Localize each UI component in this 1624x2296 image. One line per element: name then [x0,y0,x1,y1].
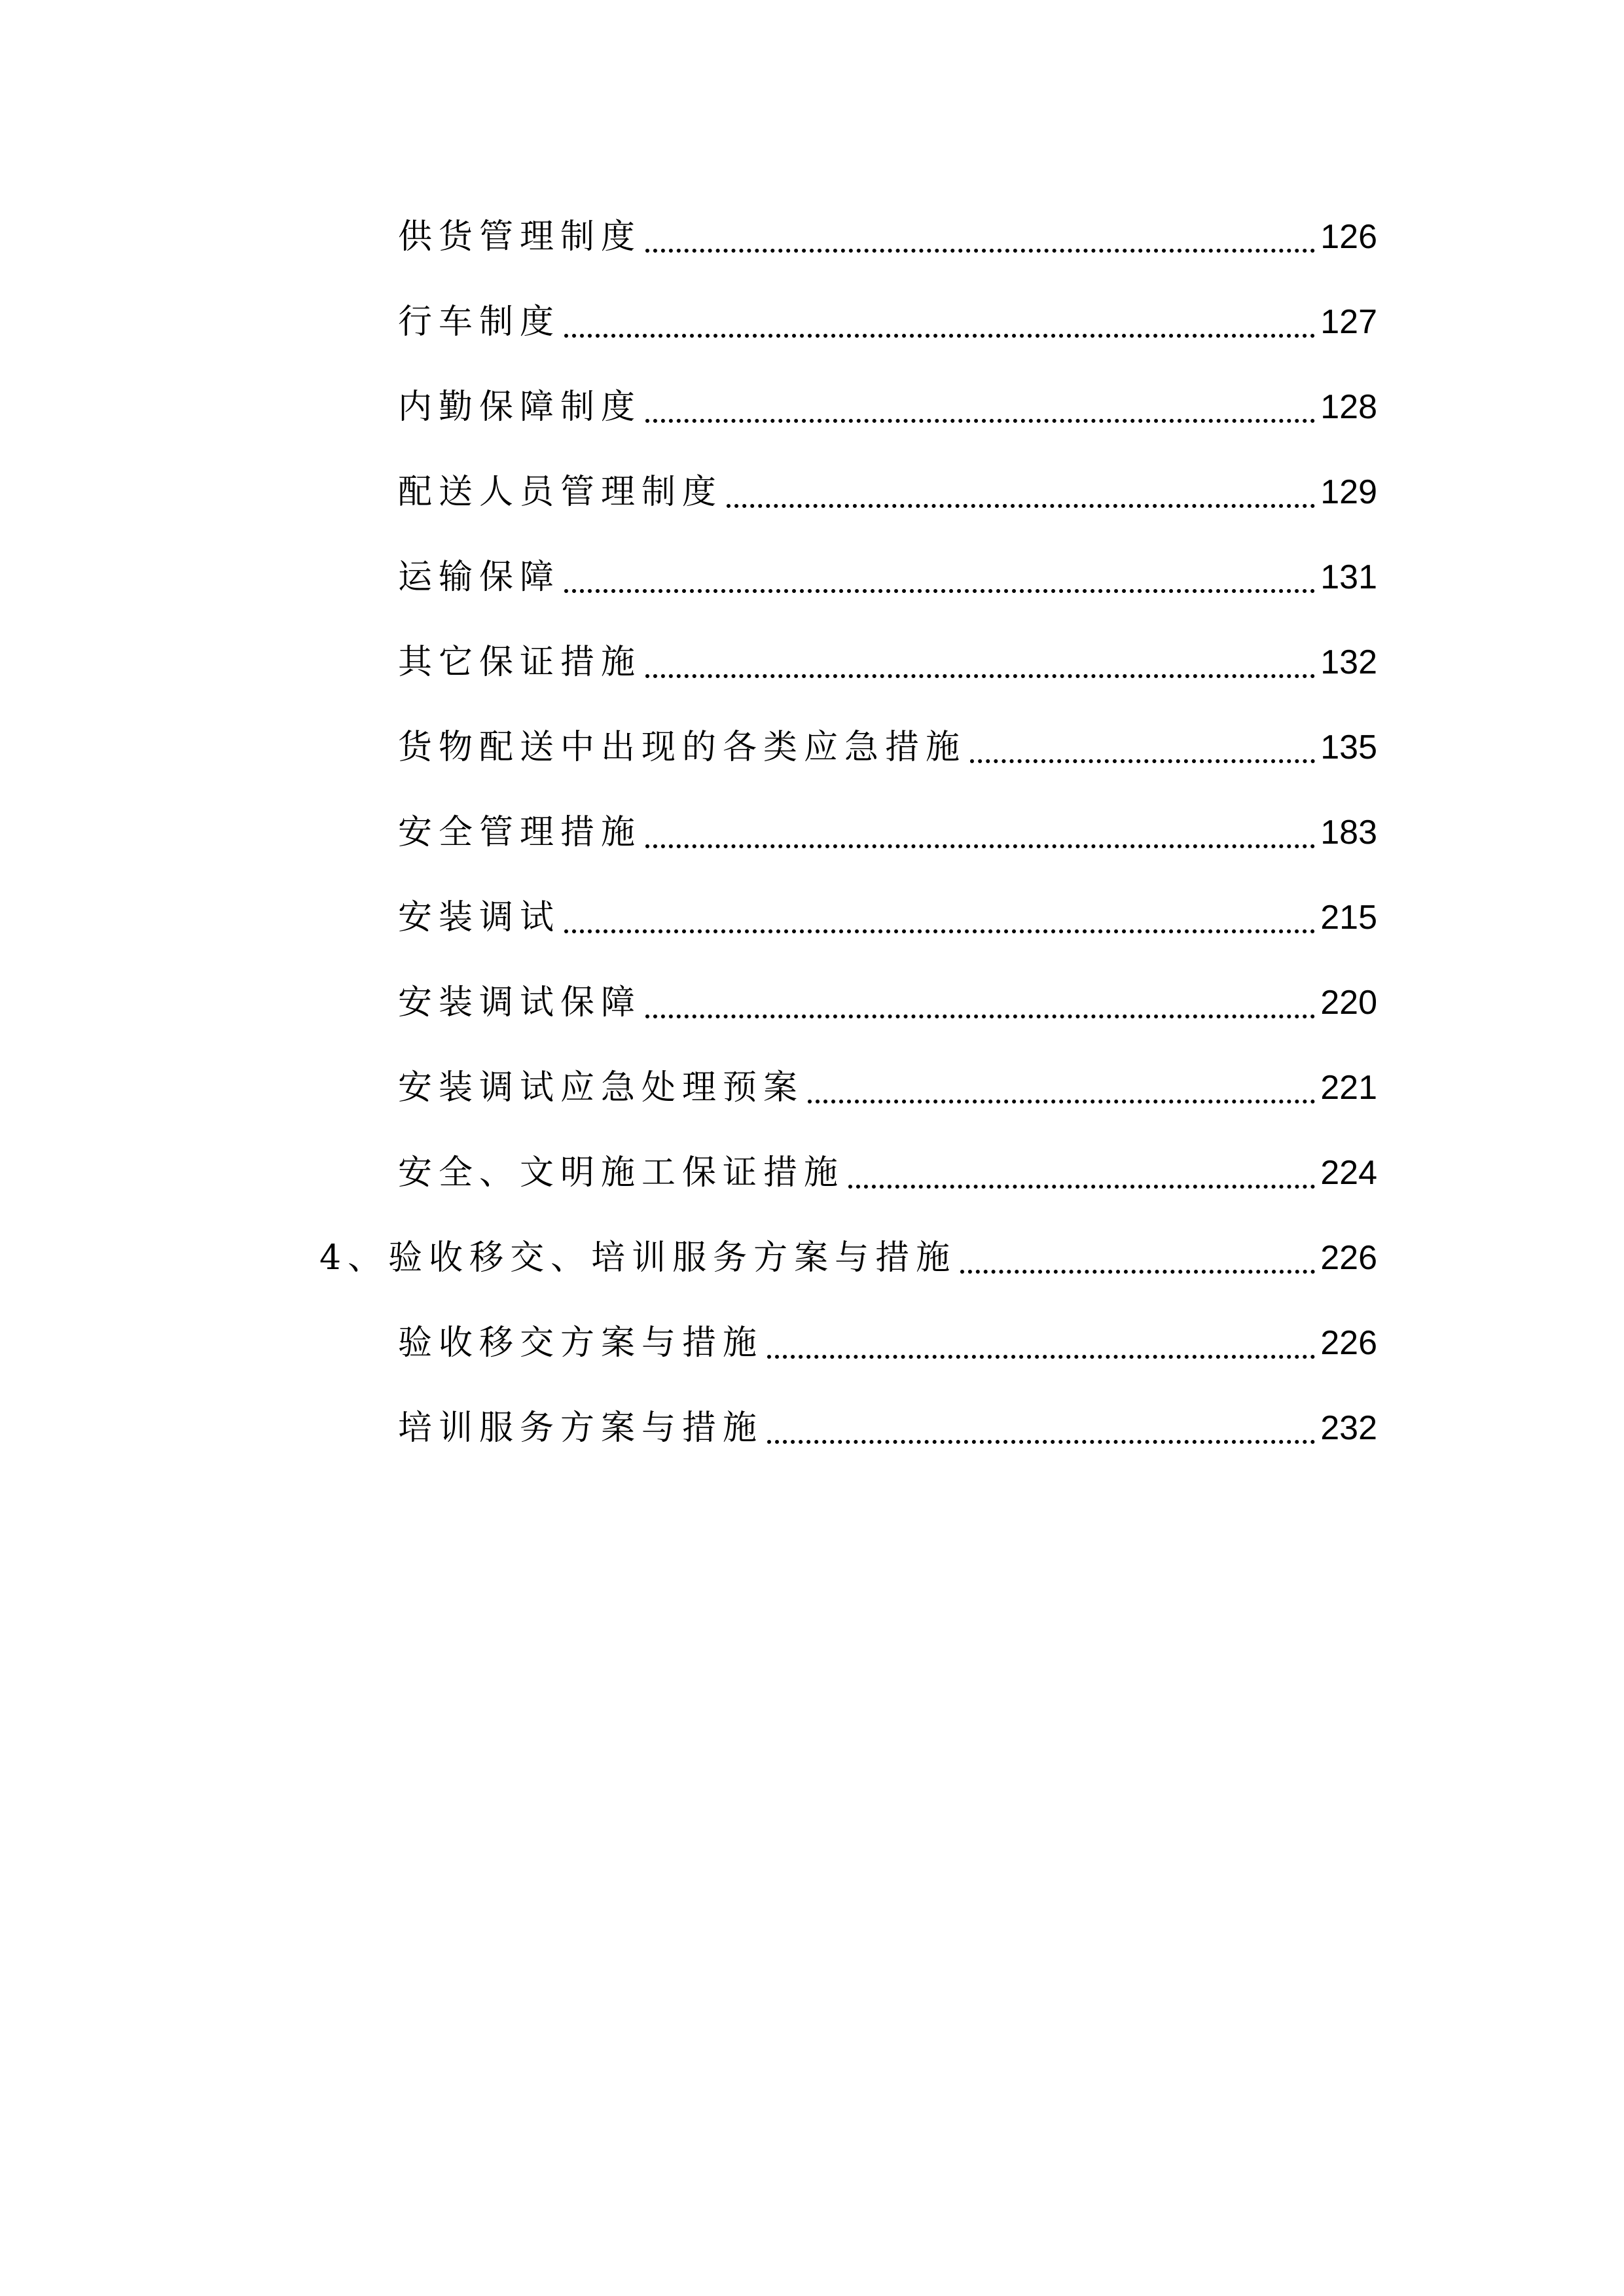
toc-entry-page: 226 [1320,1324,1377,1362]
toc-entry-title: 行车制度 [398,302,561,342]
toc-entry-page: 135 [1320,728,1377,766]
toc-section-entry[interactable] [319,1230,1377,1285]
toc-entry-title: 安装调试 [398,898,561,937]
toc-entry-page: 232 [1320,1409,1377,1447]
toc-entry-page: 220 [1320,984,1377,1022]
toc-entry-title: 培训服务方案与措施 [398,1408,764,1448]
toc-entry[interactable] [398,550,1377,605]
toc-entry-page: 221 [1320,1069,1377,1107]
toc-entry-page: 132 [1320,643,1377,681]
toc-entry[interactable] [398,635,1377,690]
toc-entry-title: 运输保障 [398,558,561,597]
toc-entry[interactable] [398,1401,1377,1456]
toc-entry-page: 128 [1320,388,1377,426]
dot-leader [564,589,1315,593]
dot-leader [808,1100,1315,1103]
toc-entry-title: 配送人员管理制度 [398,473,723,512]
toc-entry-title: 货物配送中出现的各类应急措施 [398,728,967,767]
dot-leader [645,674,1315,678]
toc-entry[interactable] [398,720,1377,775]
toc-entry-page: 224 [1320,1154,1377,1192]
toc-entry[interactable] [398,465,1377,520]
toc-entry-page: 226 [1320,1239,1377,1277]
dot-leader [645,249,1315,253]
toc-entry-title: 安装调试应急处理预案 [398,1068,804,1107]
toc-entry-title: 安全管理措施 [398,813,642,852]
dot-leader [645,1014,1315,1018]
toc-entry[interactable] [398,1316,1377,1371]
dot-leader [645,844,1315,848]
toc-entry-page: 127 [1320,303,1377,341]
dot-leader [960,1270,1315,1274]
dot-leader [727,504,1315,508]
toc-entry-page: 215 [1320,899,1377,937]
toc-entry[interactable] [398,1145,1377,1200]
toc-entry[interactable] [398,209,1377,264]
toc-entry-title: 安装调试保障 [398,983,642,1022]
toc-entry[interactable] [398,975,1377,1030]
toc-entry-page: 131 [1320,558,1377,596]
dot-leader [767,1440,1315,1444]
toc-entry-title: 4、验收移交、培训服务方案与措施 [319,1238,957,1278]
dot-leader [848,1185,1315,1189]
toc-entry[interactable] [398,380,1377,435]
toc-entry[interactable] [398,1060,1377,1115]
toc-entry-title: 安全、文明施工保证措施 [398,1153,845,1193]
dot-leader [970,759,1315,763]
dot-leader [645,419,1315,423]
toc-entry-page: 126 [1320,218,1377,256]
toc-entry[interactable] [398,805,1377,860]
dot-leader [564,334,1315,338]
dot-leader [564,929,1315,933]
toc-entry-title: 其它保证措施 [398,643,642,682]
toc-entry[interactable] [398,890,1377,945]
dot-leader [767,1355,1315,1359]
toc-entry[interactable] [398,295,1377,350]
toc-entry-title: 验收移交方案与措施 [398,1323,764,1363]
toc-entry-page: 129 [1320,473,1377,511]
toc-entry-title: 内勤保障制度 [398,387,642,427]
toc-entry-title: 供货管理制度 [398,217,642,257]
toc-entry-page: 183 [1320,814,1377,852]
